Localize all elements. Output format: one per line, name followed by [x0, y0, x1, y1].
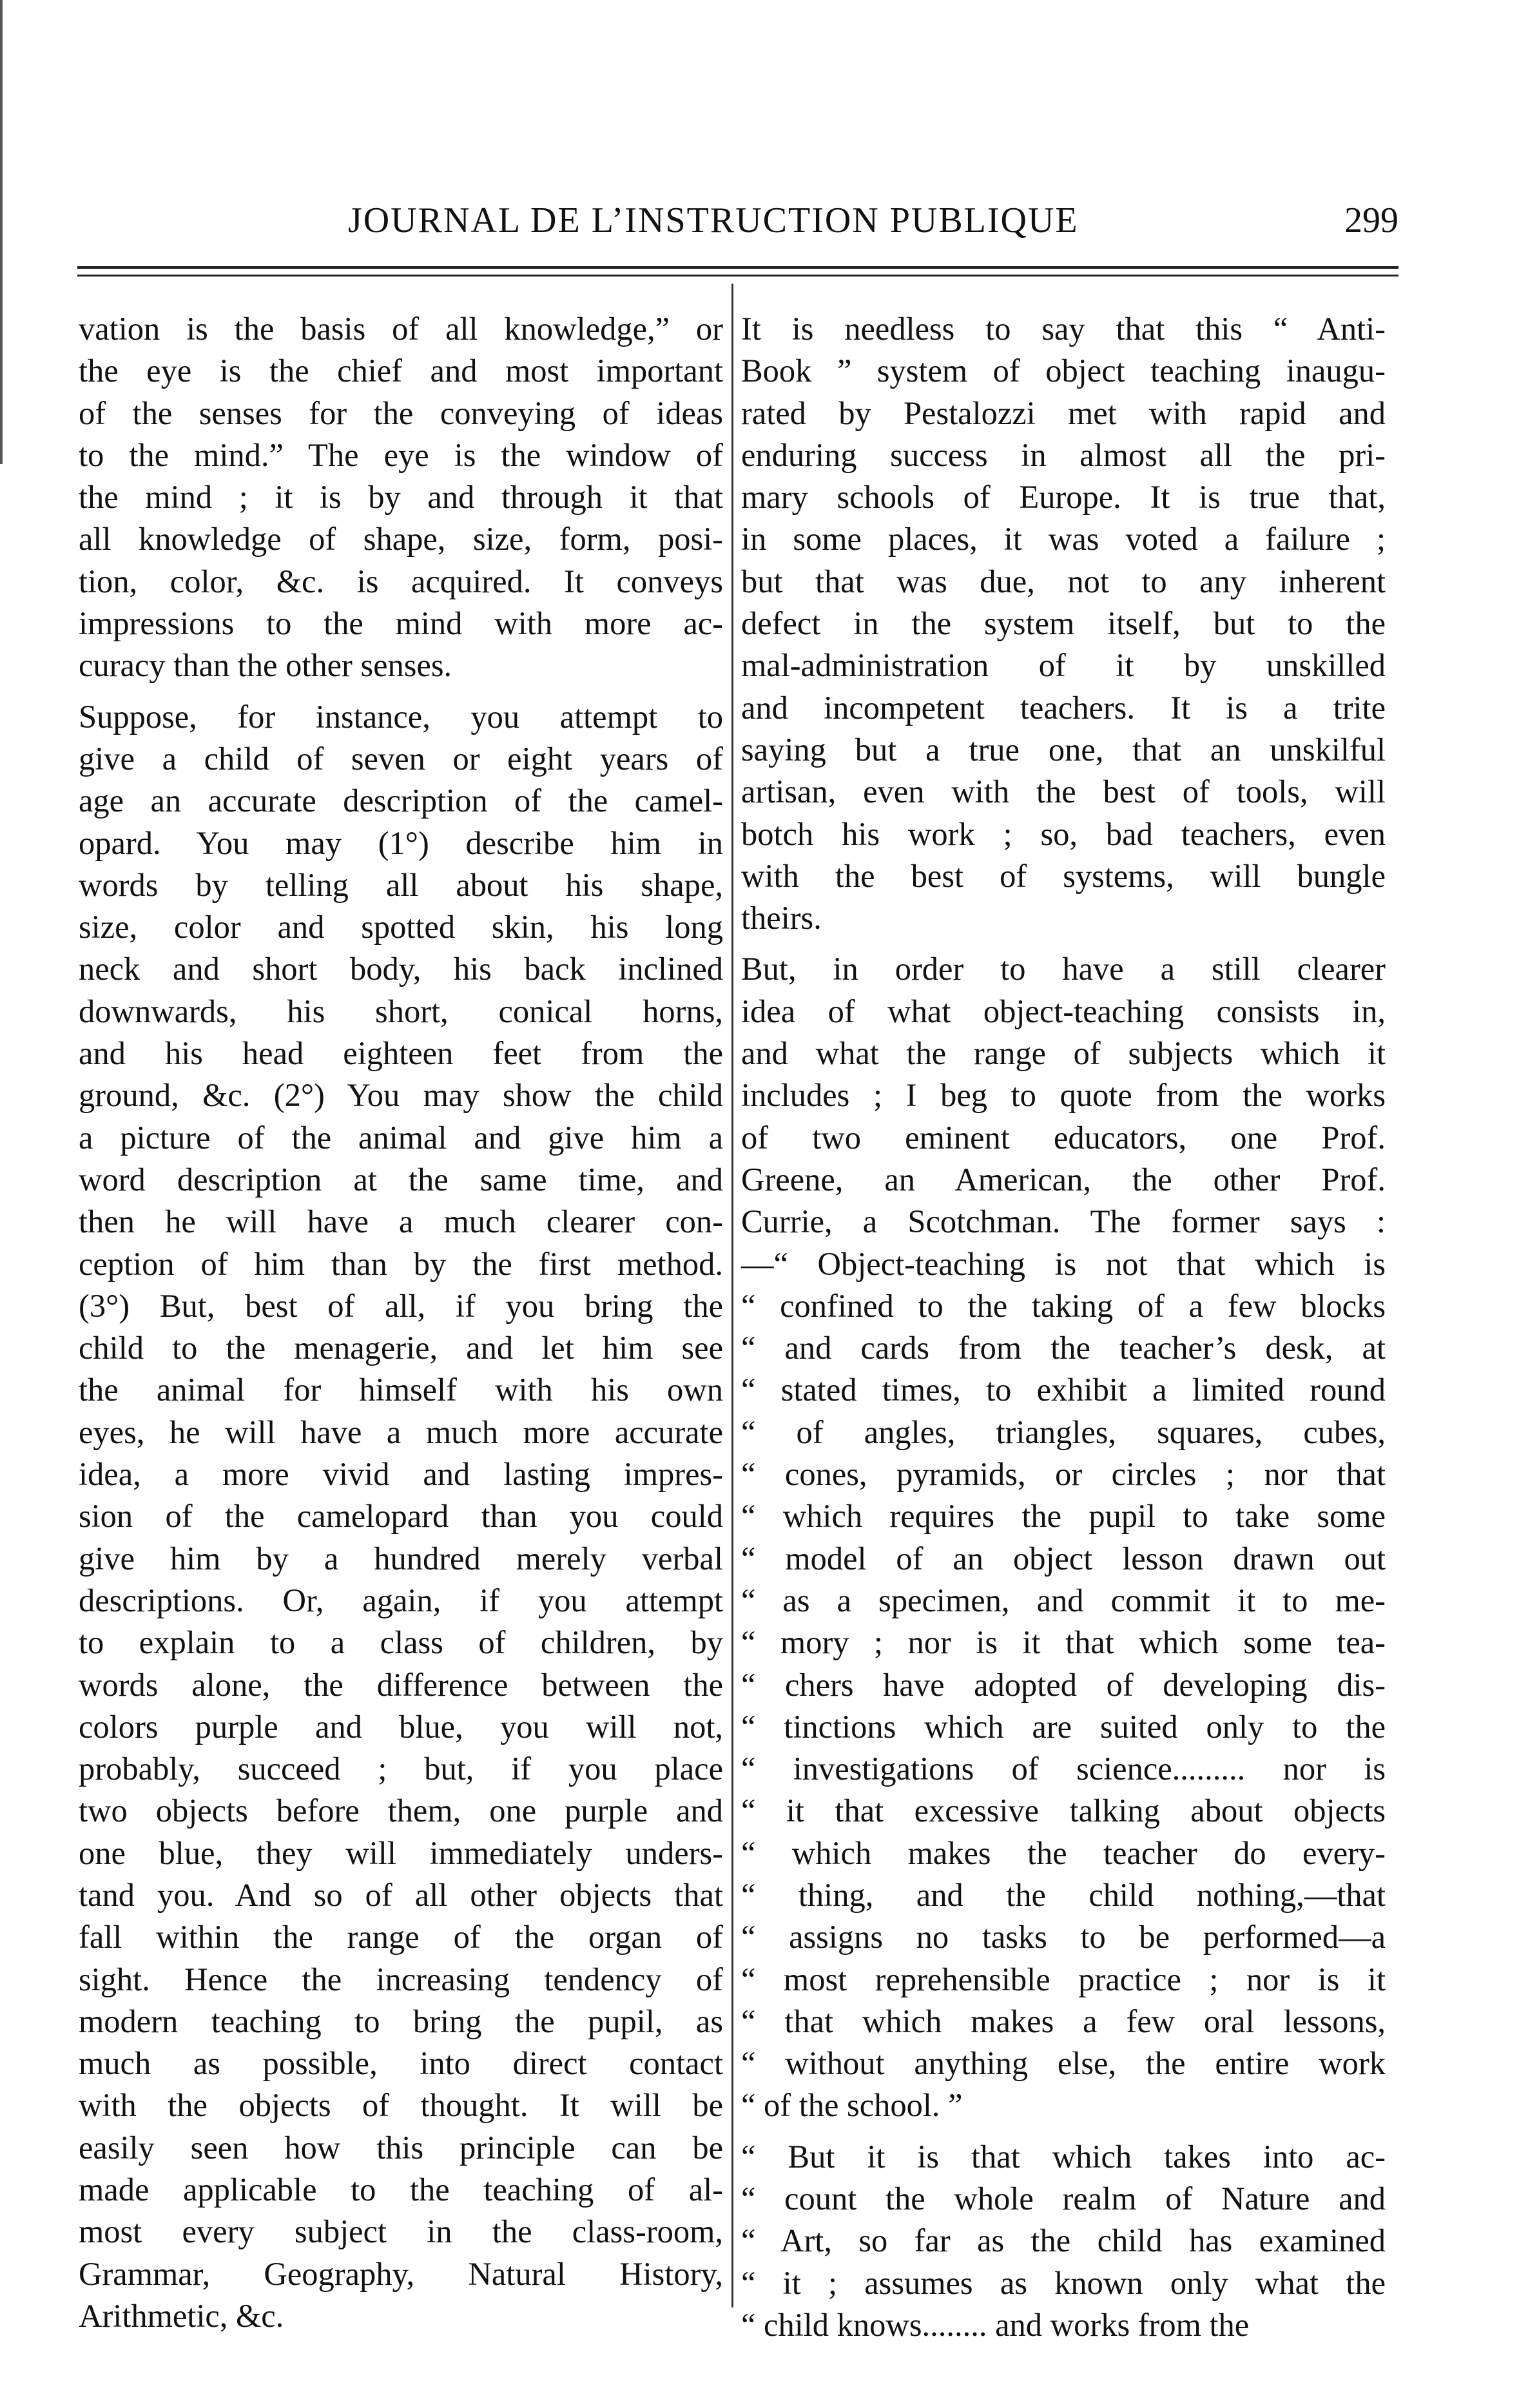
text-line: curacy than the other senses. — [79, 647, 452, 684]
text-line: vation is the basis of all knowledge,” or — [79, 311, 723, 347]
text-line: “ count the whole realm of Nature and — [741, 2180, 1386, 2217]
text-line: give him by a hundred merely verbal — [79, 1540, 723, 1577]
text-line: “ Art, so far as the child has examined — [741, 2222, 1386, 2259]
text-line: “ without anything else, the entire work — [741, 2045, 1386, 2082]
text-line: “ assigns no tasks to be performed—a — [741, 1919, 1386, 1956]
text-line: tion, color, &c. is acquired. It conveys — [79, 563, 723, 599]
text-line: a picture of the animal and give him a — [79, 1119, 723, 1156]
text-line: eyes, he will have a much more accurate — [79, 1413, 723, 1450]
text-line: probably, succeed ; but, if you place — [79, 1751, 723, 1787]
text-line: “ child knows........ and works from the — [741, 2306, 1250, 2343]
text-line: “ tinctions which are suited only to the — [741, 1708, 1386, 1745]
text-line: mal-administration of it by unskilled — [741, 647, 1386, 684]
text-line: includes ; I beg to quote from the works — [741, 1077, 1386, 1114]
text-line: modern teaching to bring the pupil, as — [79, 2003, 723, 2039]
text-line: “ that which makes a few oral lessons, — [741, 2003, 1386, 2039]
text-line: neck and short body, his back inclined — [79, 951, 723, 987]
text-line: sion of the camelopard than you could — [79, 1498, 723, 1535]
page-header — [77, 200, 1398, 251]
text-line: and his head eighteen feet from the — [79, 1035, 723, 1072]
page-number: 299 — [1344, 200, 1398, 240]
text-line: easily seen how this principle can be — [79, 2129, 723, 2166]
text-line: ground, &c. (2°) You may show the child — [79, 1077, 723, 1114]
text-line: “ as a specimen, and commit it to me- — [741, 1582, 1386, 1618]
text-line: colors purple and blue, you will not, — [79, 1708, 723, 1745]
text-line: Greene, an American, the other Prof. — [741, 1161, 1386, 1198]
text-line: of the senses for the conveying of ideas — [79, 394, 723, 431]
text-line: fall within the range of the organ of — [79, 1919, 723, 1956]
text-line: “ chers have adopted of developing dis- — [741, 1666, 1386, 1703]
text-line: botch his work ; so, bad teachers, even — [741, 815, 1386, 852]
paragraph-gap — [741, 2127, 1386, 2136]
paragraph — [741, 2136, 1386, 2346]
text-line: to explain to a class of children, by — [79, 1624, 723, 1661]
text-line: idea, a more vivid and lasting impres- — [79, 1456, 723, 1493]
text-line: “ it that excessive talking about objects — [741, 1792, 1386, 1829]
text-line: Grammar, Geography, Natural History, — [79, 2255, 723, 2292]
text-line: “ cones, pyramids, or circles ; nor that — [741, 1456, 1386, 1493]
column-divider — [731, 284, 733, 2307]
text-line: much as possible, into direct contact — [79, 2045, 723, 2082]
text-line: Currie, a Scotchman. The former says : — [741, 1203, 1386, 1240]
text-line: defect in the system itself, but to the — [741, 605, 1386, 642]
right-column — [741, 308, 1386, 2346]
text-line: all knowledge of shape, size, form, posi- — [79, 521, 723, 558]
paragraph — [741, 948, 1386, 2126]
text-line: words by telling all about his shape, — [79, 866, 723, 903]
text-line: of two eminent educators, one Prof. — [741, 1119, 1386, 1156]
paragraph — [741, 308, 1386, 939]
left-column — [79, 308, 723, 2337]
text-line: “ which makes the teacher do every- — [741, 1834, 1386, 1871]
text-line: and what the range of subjects which it — [741, 1035, 1386, 1072]
text-line: “ thing, and the child nothing,—that — [741, 1876, 1386, 1913]
text-line: word description at the same time, and — [79, 1161, 723, 1198]
text-line: idea of what object-teaching consists in, — [741, 993, 1386, 1029]
text-line: but that was due, not to any inherent — [741, 563, 1386, 599]
text-line: to the mind.” The eye is the window of — [79, 436, 723, 473]
text-line: But, in order to have a still clearer — [741, 951, 1386, 987]
text-line: sight. Hence the increasing tendency of — [79, 1961, 723, 1997]
text-line: saying but a true one, that an unskilful — [741, 731, 1386, 768]
paragraph-gap — [79, 687, 723, 696]
text-line: “ mory ; nor is it that which some tea- — [741, 1624, 1386, 1661]
text-line: with the best of systems, will bungle — [741, 857, 1386, 894]
text-line: in some places, it was voted a failure ; — [741, 521, 1386, 558]
text-line: ception of him than by the first method. — [79, 1245, 723, 1282]
text-line: It is needless to say that this “ Anti- — [741, 311, 1386, 347]
text-line: theirs. — [741, 900, 822, 937]
binding-edge — [0, 0, 3, 464]
text-line: “ which requires the pupil to take some — [741, 1498, 1386, 1535]
text-line: most every subject in the class-room, — [79, 2213, 723, 2250]
header-rule-top — [77, 266, 1398, 269]
text-line: size, color and spotted skin, his long — [79, 909, 723, 946]
header-rule-bottom — [77, 275, 1398, 277]
text-line: two objects before them, one purple and — [79, 1792, 723, 1829]
text-line: give a child of seven or eight years of — [79, 740, 723, 777]
text-line: child to the menagerie, and let him see — [79, 1330, 723, 1366]
text-line: “ of the school. ” — [741, 2087, 963, 2124]
text-line: “ and cards from the teacher’s desk, at — [741, 1330, 1386, 1366]
text-line: and incompetent teachers. It is a trite — [741, 689, 1386, 726]
text-line: “ of angles, triangles, squares, cubes, — [741, 1413, 1386, 1450]
text-line: “ investigations of science......... nor is — [741, 1751, 1386, 1787]
text-line: mary schools of Europe. It is true that, — [741, 479, 1386, 516]
text-line: impressions to the mind with more ac- — [79, 605, 723, 642]
text-line: “ confined to the taking of a few blocks — [741, 1287, 1386, 1324]
running-title: JOURNAL DE L’INSTRUCTION PUBLIQUE — [348, 200, 1079, 240]
text-line: opard. You may (1°) describe him in — [79, 824, 723, 861]
text-line: “ But it is that which takes into ac- — [741, 2138, 1386, 2175]
text-line: —“ Object-teaching is not that which is — [741, 1245, 1386, 1282]
text-line: downwards, his short, conical horns, — [79, 993, 723, 1029]
text-line: enduring success in almost all the pri- — [741, 436, 1386, 473]
text-line: descriptions. Or, again, if you attempt — [79, 1582, 723, 1618]
text-line: words alone, the difference between the — [79, 1666, 723, 1703]
text-line: the animal for himself with his own — [79, 1372, 723, 1408]
text-line: Arithmetic, &c. — [79, 2297, 284, 2334]
paragraph — [79, 308, 723, 687]
text-line: artisan, even with the best of tools, will — [741, 773, 1386, 810]
text-line: then he will have a much clearer con- — [79, 1203, 723, 1240]
text-line: with the objects of thought. It will be — [79, 2087, 723, 2124]
text-line: one blue, they will immediately unders- — [79, 1834, 723, 1871]
text-line: made applicable to the teaching of al- — [79, 2171, 723, 2208]
paragraph — [79, 696, 723, 2338]
text-line: the mind ; it is by and through it that — [79, 479, 723, 516]
text-line: “ model of an object lesson drawn out — [741, 1540, 1386, 1577]
text-line: “ it ; assumes as known only what the — [741, 2264, 1386, 2301]
text-line: “ stated times, to exhibit a limited round — [741, 1372, 1386, 1408]
text-line: Suppose, for instance, you attempt to — [79, 698, 723, 735]
text-line: the eye is the chief and most important — [79, 353, 723, 389]
paragraph-gap — [741, 939, 1386, 948]
text-line: rated by Pestalozzi met with rapid and — [741, 394, 1386, 431]
text-line: age an accurate description of the camel- — [79, 782, 723, 819]
text-line: tand you. And so of all other objects that — [79, 1876, 723, 1913]
text-line: Book ” system of object teaching inaugu- — [741, 353, 1386, 389]
text-line: “ most reprehensible practice ; nor is it — [741, 1961, 1386, 1997]
text-line: (3°) But, best of all, if you bring the — [79, 1287, 723, 1324]
